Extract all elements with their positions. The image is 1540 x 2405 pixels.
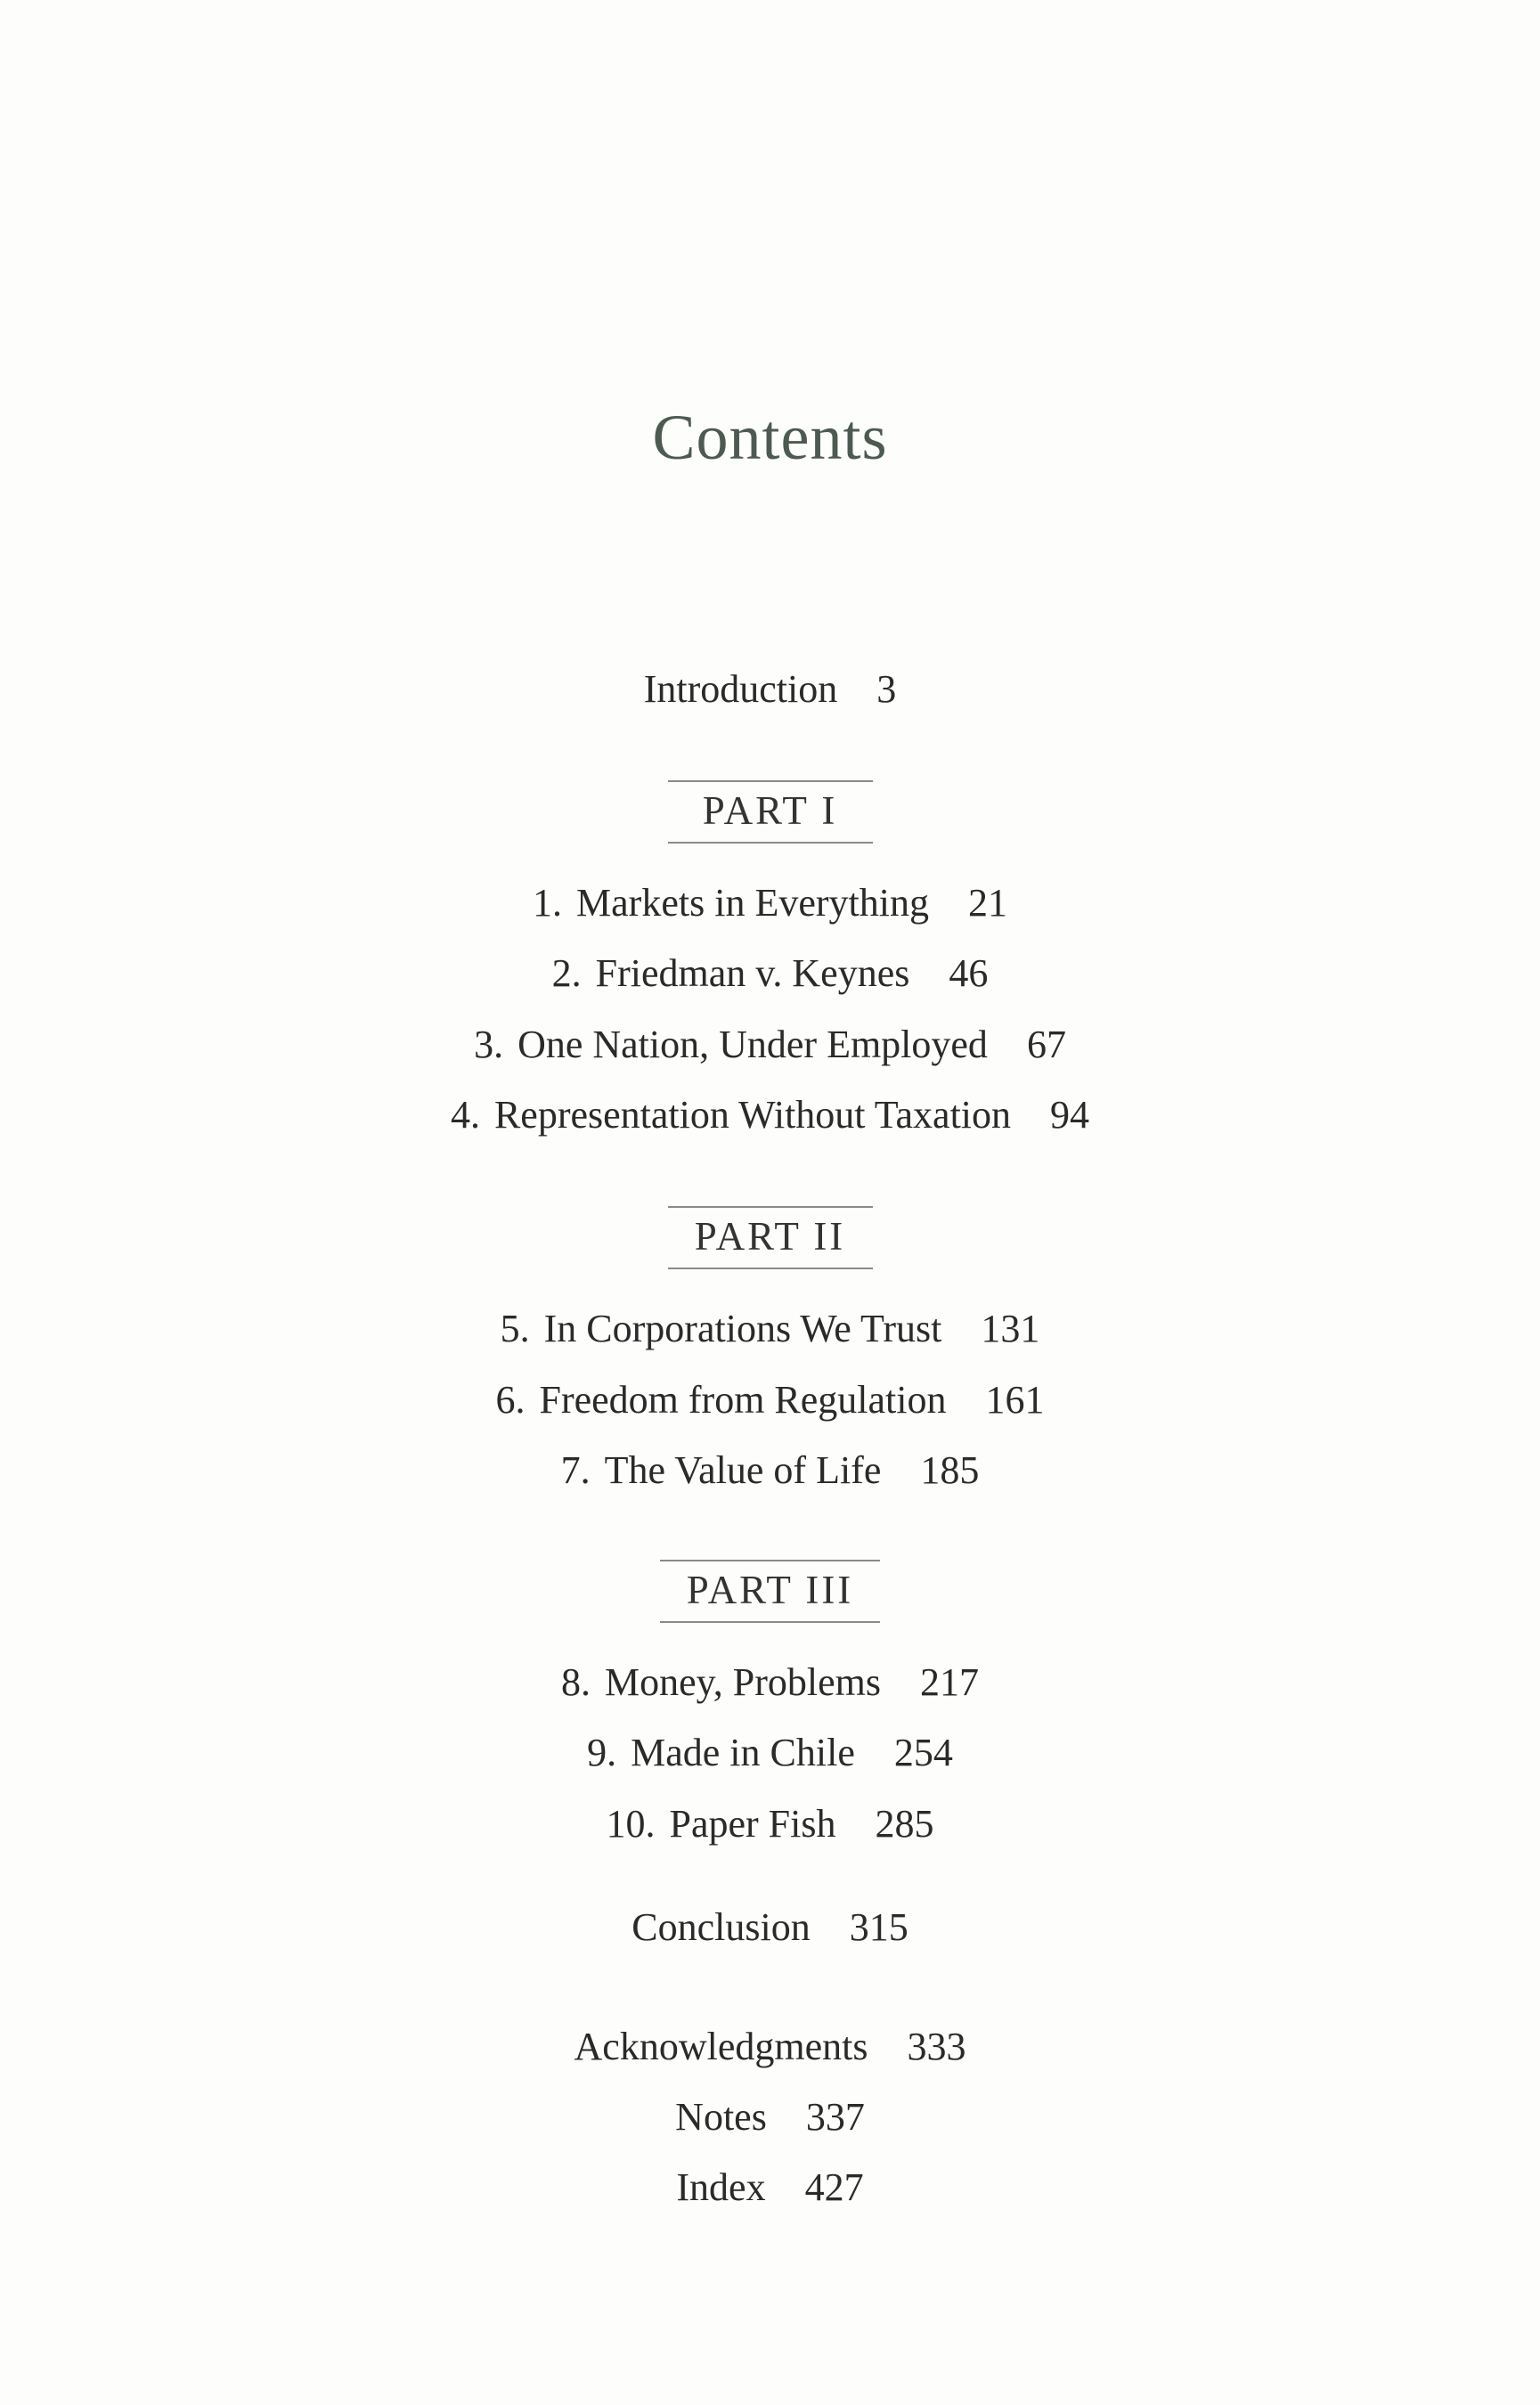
chapter-number: 8. xyxy=(560,1660,591,1704)
entry-label: Made in Chile xyxy=(631,1731,855,1774)
toc-entry-chapter-8[interactable] xyxy=(0,1660,1540,1704)
part-label: PART III xyxy=(660,1560,881,1623)
toc-entry-introduction[interactable] xyxy=(0,667,1540,711)
toc-entry-index[interactable] xyxy=(0,2165,1540,2209)
chapter-number: 10. xyxy=(606,1802,656,1846)
toc-entry-acknowledgments[interactable] xyxy=(0,2027,1540,2067)
entry-page: 46 xyxy=(949,951,989,995)
entry-page: 254 xyxy=(893,1731,953,1774)
entry-page: 3 xyxy=(876,667,897,711)
entry-page: 131 xyxy=(981,1307,1040,1350)
toc-entry-chapter-6[interactable] xyxy=(0,1378,1540,1422)
entry-label: Markets in Everything xyxy=(576,881,929,925)
chapter-number: 3. xyxy=(474,1023,504,1066)
entry-label: In Corporations We Trust xyxy=(543,1307,942,1350)
part-heading-1 xyxy=(0,780,1540,844)
part-heading-2 xyxy=(0,1206,1540,1269)
chapter-number: 6. xyxy=(495,1378,526,1422)
toc-entry-chapter-9[interactable] xyxy=(0,1733,1540,1773)
chapter-number: 2. xyxy=(551,951,582,995)
entry-page: 315 xyxy=(849,1905,909,1949)
chapter-number: 5. xyxy=(500,1307,530,1350)
toc-entry-conclusion[interactable] xyxy=(0,1905,1540,1949)
entry-label: Introduction xyxy=(643,667,838,711)
page-title: Contents xyxy=(652,402,888,473)
chapter-number: 7. xyxy=(560,1448,591,1492)
chapter-number: 4. xyxy=(450,1093,480,1137)
entry-label: Acknowledgments xyxy=(574,2025,868,2068)
toc-entry-chapter-2[interactable] xyxy=(0,951,1540,995)
entry-label: Money, Problems xyxy=(604,1660,882,1704)
toc-entry-chapter-7[interactable] xyxy=(0,1448,1540,1492)
entry-page: 285 xyxy=(875,1802,934,1846)
entry-page: 337 xyxy=(805,2095,865,2139)
entry-label: One Nation, Under Employed xyxy=(517,1023,988,1066)
toc-entry-notes[interactable] xyxy=(0,2095,1540,2139)
entry-label: The Value of Life xyxy=(604,1448,882,1492)
part-label: PART II xyxy=(668,1206,873,1269)
entry-page: 217 xyxy=(920,1660,980,1704)
entry-page: 161 xyxy=(985,1378,1045,1422)
entry-label: Paper Fish xyxy=(669,1802,836,1846)
entry-label: Freedom from Regulation xyxy=(539,1378,947,1422)
entry-label: Notes xyxy=(675,2095,767,2139)
entry-label: Friedman v. Keynes xyxy=(595,951,910,995)
entry-label: Representation Without Taxation xyxy=(493,1093,1012,1137)
toc-entry-chapter-4[interactable] xyxy=(0,1093,1540,1137)
entry-page: 185 xyxy=(920,1448,980,1492)
entry-page: 333 xyxy=(907,2025,966,2068)
toc-entry-chapter-1[interactable] xyxy=(0,881,1540,925)
entry-label: Index xyxy=(676,2165,766,2209)
toc-entry-chapter-3[interactable] xyxy=(0,1025,1540,1064)
entry-page: 94 xyxy=(1050,1093,1090,1137)
chapter-number: 1. xyxy=(533,881,563,925)
entry-label: Conclusion xyxy=(631,1905,811,1949)
chapter-number: 9. xyxy=(587,1731,617,1774)
toc-entry-chapter-5[interactable] xyxy=(0,1309,1540,1349)
entry-page: 21 xyxy=(967,881,1007,925)
toc-entry-chapter-10[interactable] xyxy=(0,1802,1540,1846)
part-heading-3 xyxy=(0,1560,1540,1623)
entry-page: 427 xyxy=(804,2165,864,2209)
entry-page: 67 xyxy=(1026,1023,1066,1066)
part-label: PART I xyxy=(668,780,873,844)
